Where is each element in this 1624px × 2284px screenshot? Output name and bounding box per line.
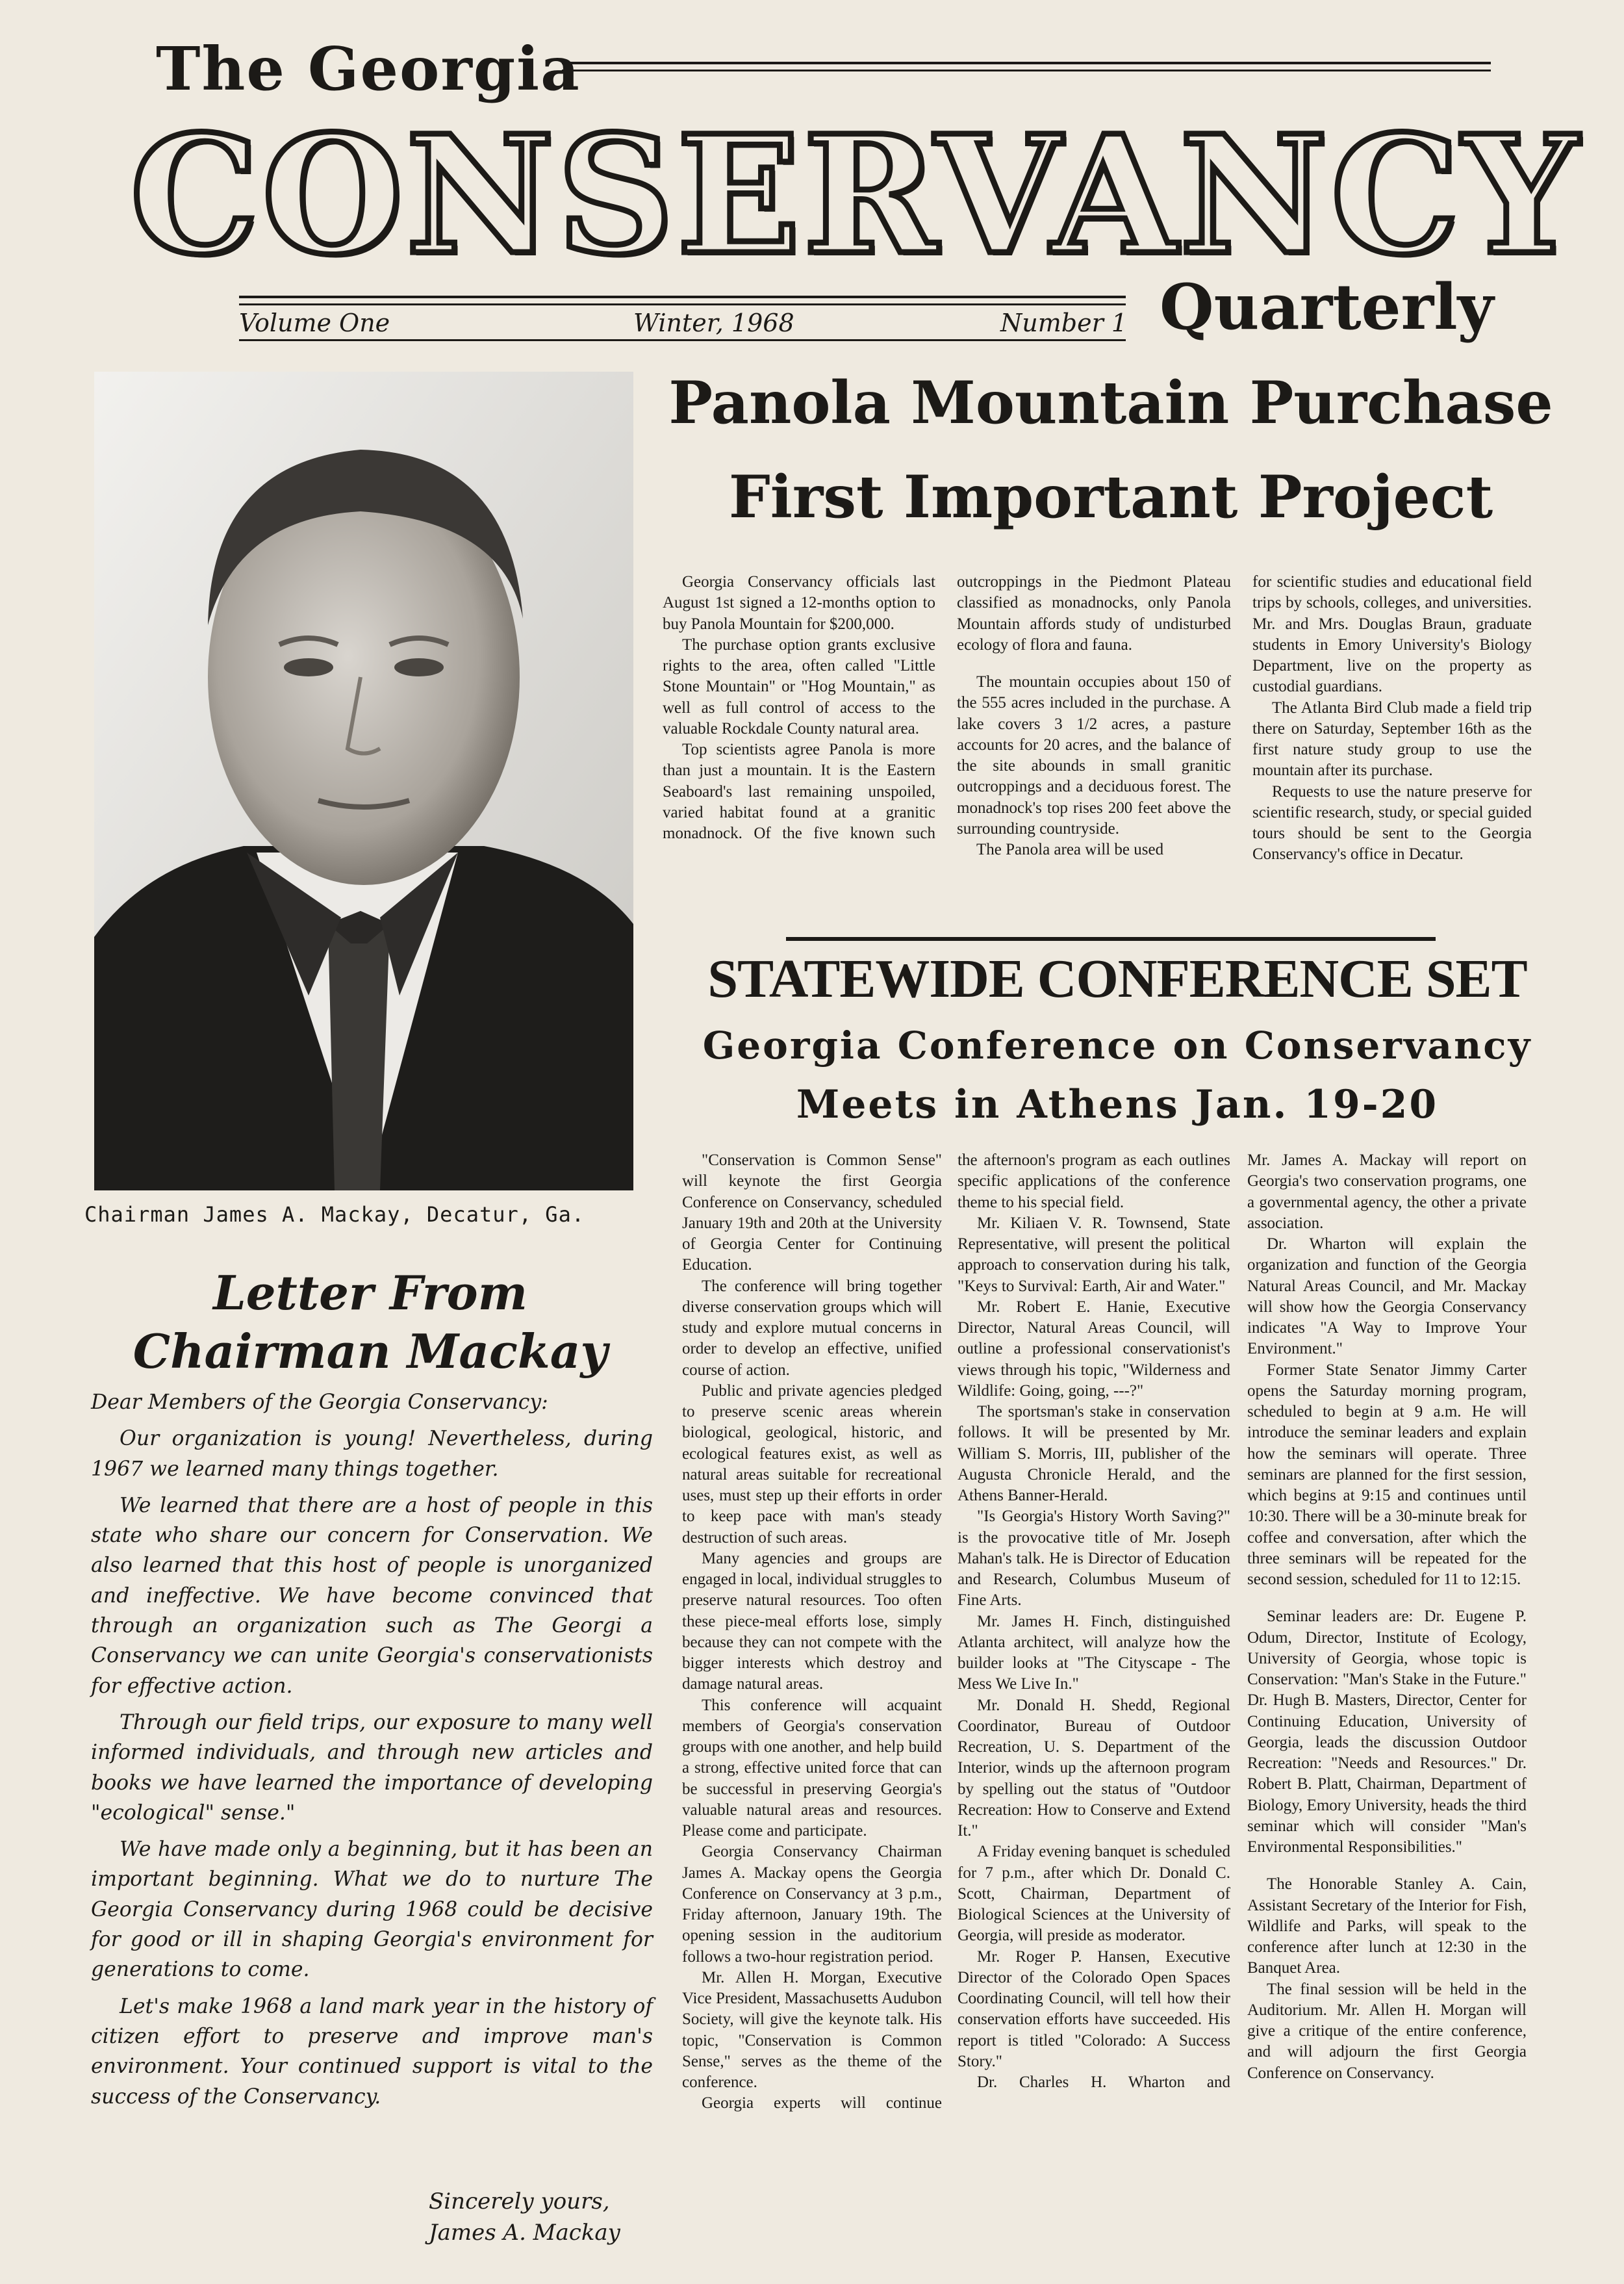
article-paragraph: Mr. Roger P. Hansen, Executive Director of the Colorado Open Spaces Coordinating Council, will tell how their conservation efforts have succeeded. His report is titled "Colorado: A Success Story."	[958, 1947, 1230, 2070]
panola-column-1	[663, 572, 935, 923]
article-paragraph: outcroppings in the Piedmont Plateau classified as monadnocks, only Panola Mountain affords study of undisturbed ecology of flora and fauna.	[957, 573, 1231, 654]
article-paragraph: The mountain occupies about 150 of the 555 acres included in the purchase. A lake covers 3 1/2 acres, a pasture accounts for 20 acres, and the balance of the site abounds in small granitic outcroppings and a deciduous forest. The monadnock's top rises 200 feet above the surrounding countryside.	[957, 673, 1231, 838]
conference-column-1	[682, 1150, 942, 2284]
article-paragraph: Georgia experts will continue	[702, 2094, 942, 2112]
article-paragraph: This conference will acquaint members of Georgia's conservation groups with one another, and help build a strong, effective united force that can be successful in preserving Georgia's valuable natural areas and resources. Please come and participate.	[682, 1696, 942, 1840]
masthead-volume: Volume One	[239, 309, 390, 337]
article-paragraph: Dr. Wharton will explain the organization and function of the Georgia Natural Areas Council, and Mr. Mackay will show how the Georgia Conservancy indicates "A Way to Improve Your Environment."	[1247, 1235, 1527, 1358]
conference-title: STATEWIDE CONFERENCE SET	[707, 949, 1527, 1009]
article-paragraph: Mr. Allen H. Morgan, Executive Vice President, Massachusetts Audubon Society, will give the keynote talk. His topic, "Conservation is Common Sense," serves as the theme of the conference.	[682, 1968, 942, 2091]
article-paragraph: Public and private agencies pledged to preserve scenic areas wherein biological, geological, historic, and ecological features exist, as well as natural areas suitable for recreational uses, must step up their efforts in order to keep pace with man's steady destruction of such areas.	[682, 1381, 942, 1546]
letter-signoff	[429, 2187, 656, 2248]
section-divider	[786, 937, 1436, 941]
article-paragraph: The Honorable Stanley A. Cain, Assistant Secretary of the Interior for Fish, Wildlife and Parks, will speak to the conference after lunch at 12:30 in the Banquet Area.	[1247, 1875, 1527, 1977]
article-paragraph: Requests to use the nature preserve for scientific research, study, or special guided tours should be sent to the Georgia Conservancy's office in Decatur.	[1252, 782, 1532, 864]
letter-paragraph: Through our field trips, our exposure to many well informed individuals, and through new articles and books we have learned the importance of developing "ecological" sense."	[91, 1710, 653, 1825]
article-paragraph: The final session will be held in the Auditorium. Mr. Allen H. Morgan will give a critique of the entire conference, and will adjourn the first Georgia Conference on Conservancy.	[1247, 1980, 1527, 2082]
article-paragraph: The Panola area will be used	[976, 841, 1164, 858]
masthead-quarterly: Quarterly	[1160, 270, 1494, 344]
letter-heading	[84, 1264, 656, 1381]
article-paragraph: for scientific studies and educational field trips by schools, colleges, and universities. Mr. and Mrs. Douglas Braun, graduate students in Emory University's Biology Department, live on the property as custodial guardians.	[1252, 573, 1532, 696]
article-paragraph: Many agencies and groups are engaged in local, individual struggles to preserve natural resources. Too often these piece-meal efforts lose, simply because they can not compete with the bigger interests which destroy and damage natural areas.	[682, 1549, 942, 1693]
panola-headline-2: First Important Project	[728, 463, 1493, 532]
masthead-number: Number 1	[1000, 309, 1127, 337]
article-paragraph: The Atlanta Bird Club made a field trip there on Saturday, September 16th as the first nature study group to use the mountain after its purchase.	[1252, 699, 1532, 780]
article-paragraph: Georgia Conservancy officials last August 1st signed a 12-months option to buy Panola Mountain for $200,000.	[663, 573, 935, 633]
article-paragraph: Dr. Charles H. Wharton and	[977, 2073, 1230, 2091]
conference-column-2	[958, 1150, 1230, 2284]
article-paragraph: Seminar leaders are: Dr. Eugene P. Odum, Director, Institute of Ecology, University of Georgia, whose topic is Conservation: "Man's Stake in the Future." Dr. Hugh B. Masters, Director, Center for Continuing Education, University of Georgia, leads the discussion Outdoor Recreation: "Needs and Resources." Dr. Robert B. Platt, Chairman, Department of Biology, Emory University, heads the third seminar which will consider "Man's Environmental Responsibilities."	[1247, 1608, 1527, 1856]
article-paragraph: Georgia Conservancy Chairman James A. Mackay opens the Georgia Conference on Conservancy at 3 p.m., Friday afternoon, January 19th. The opening session in the auditorium follows a two-hour registration period.	[682, 1843, 942, 1966]
article-paragraph: Top scientists agree Panola is more than just a mountain. It is the Eastern Seaboard's last remaining unspoiled, varied habitat found at a granitic monadnock. Of the five known such	[663, 741, 935, 842]
letter-heading-line-2: Chairman Mackay	[133, 1324, 608, 1379]
article-paragraph: The sportsman's stake in conservation follows. It will be presented by Mr. William S. Morris, III, publisher of the Augusta Chronicle Herald, and the Athens Banner-Herald.	[958, 1403, 1230, 1504]
panola-column-2	[957, 572, 1231, 923]
article-paragraph: "Conservation is Common Sense" will keynote the first Georgia Conference on Conservancy, scheduled January 19th and 20th at the University of Georgia Center for Continuing Education.	[682, 1151, 942, 1274]
letter-paragraph: We learned that there are a host of people in this state who share our concern for Conservation. We also learned that this host of people is unorganized and ineffective. We have become convinced that through an organization such as The Georgi a Conservancy we can unite Georgia's conservationists for effective action.	[91, 1493, 653, 1698]
masthead-meta-rule	[239, 339, 1126, 341]
letter-heading-line-1: Letter From	[213, 1265, 527, 1320]
letter-signature: James A. Mackay	[429, 2219, 620, 2246]
masthead-top-line: The Georgia	[156, 34, 581, 104]
letter-paragraph: Let's make 1968 a land mark year in the history of citizen effort to preserve and improve man's environment. Your continued support is vital to the success of the Conservancy.	[91, 1994, 653, 2109]
letter-paragraph: Our organization is young! Nevertheless, during 1967 we learned many things together.	[91, 1427, 653, 1481]
masthead-top-rule	[562, 62, 1491, 71]
article-paragraph: The purchase option grants exclusive rights to the area, often called "Little Stone Mountain" or "Hog Mountain," as well as full control of access to the valuable Rockdale County natural area.	[663, 635, 935, 738]
conference-subtitle-1: Georgia Conference on Conservancy	[702, 1023, 1532, 1068]
letter-closing: Sincerely yours,	[429, 2188, 610, 2214]
letter-salutation: Dear Members of the Georgia Conservancy:	[91, 1391, 548, 1414]
article-paragraph: Mr. Donald H. Shedd, Regional Coordinator, Bureau of Outdoor Recreation, U. S. Department of the Interior, winds up the afternoon program by spelling out the status of "Outdoor Recreation: How to Conserve and Extend It."	[958, 1696, 1230, 1840]
letter-body	[91, 1387, 653, 2118]
conference-column-3	[1247, 1150, 1527, 2284]
masthead-bottom-rule	[239, 296, 1126, 305]
article-paragraph: "Is Georgia's History Worth Saving?" is the provocative title of Mr. Joseph Mahan's talk. He is Director of Education and Research, Columbus Museum of Fine Arts.	[958, 1508, 1230, 1610]
article-paragraph: Mr. Kiliaen V. R. Townsend, State Representative, will present the political approach to conservation during his talk, "Keys to Survival: Earth, Air and Water."	[958, 1214, 1230, 1295]
panola-headline-1: Panola Mountain Purchase	[668, 368, 1553, 437]
article-paragraph: A Friday evening banquet is scheduled for 7 p.m., after which Dr. Donald C. Scott, Chairman, Department of Biological Sciences at the University of Georgia, will preside as moderator.	[958, 1843, 1230, 1945]
article-paragraph: Mr. James A. Mackay will report on Georgia's two conservation programs, one a governmental agency, the other a private association.	[1247, 1151, 1527, 1232]
conference-subtitle-2: Meets in Athens Jan. 19-20	[796, 1082, 1439, 1127]
chairman-portrait-photo	[94, 372, 633, 1190]
article-paragraph: The conference will bring together diverse conservation groups which will study and explore mutual concerns in order to develop an effective, unified course of action.	[682, 1277, 942, 1379]
masthead-date: Winter, 1968	[633, 309, 794, 337]
article-paragraph: Mr. James H. Finch, distinguished Atlanta architect, will analyze how the builder looks at "The Cityscape - The Mess We Live In."	[958, 1612, 1230, 1693]
article-paragraph: the afternoon's program as each outlines specific applications of the conference theme to his special field.	[958, 1151, 1230, 1211]
article-paragraph: Former State Senator Jimmy Carter opens the Saturday morning program, scheduled to begin at 9 a.m. He will introduce the seminar leaders and explain how the seminars will operate. Three seminars are planned for the first session, which begins at 9:15 and continues until 10:30. There will be a 30-minute break for coffee and conversation, after which the three seminars will be repeated for the second session, scheduled for 11 to 12:15.	[1247, 1361, 1527, 1588]
photo-caption: Chairman James A. Mackay, Decatur, Ga.	[84, 1202, 585, 1227]
article-paragraph: Mr. Robert E. Hanie, Executive Director, Natural Areas Council, will outline a professional conservationist's views through his topic, "Wilderness and Wildlife: Going, going, ---?"	[958, 1298, 1230, 1400]
masthead-title: CONSERVANCY	[130, 99, 1581, 290]
panola-column-3	[1252, 572, 1532, 923]
letter-paragraph: We have made only a beginning, but it has been an important beginning. What we do to nurture The Georgia Conservancy during 1968 could be decisive for good or ill in shaping Georgia's environment for generations to come.	[91, 1838, 653, 1982]
